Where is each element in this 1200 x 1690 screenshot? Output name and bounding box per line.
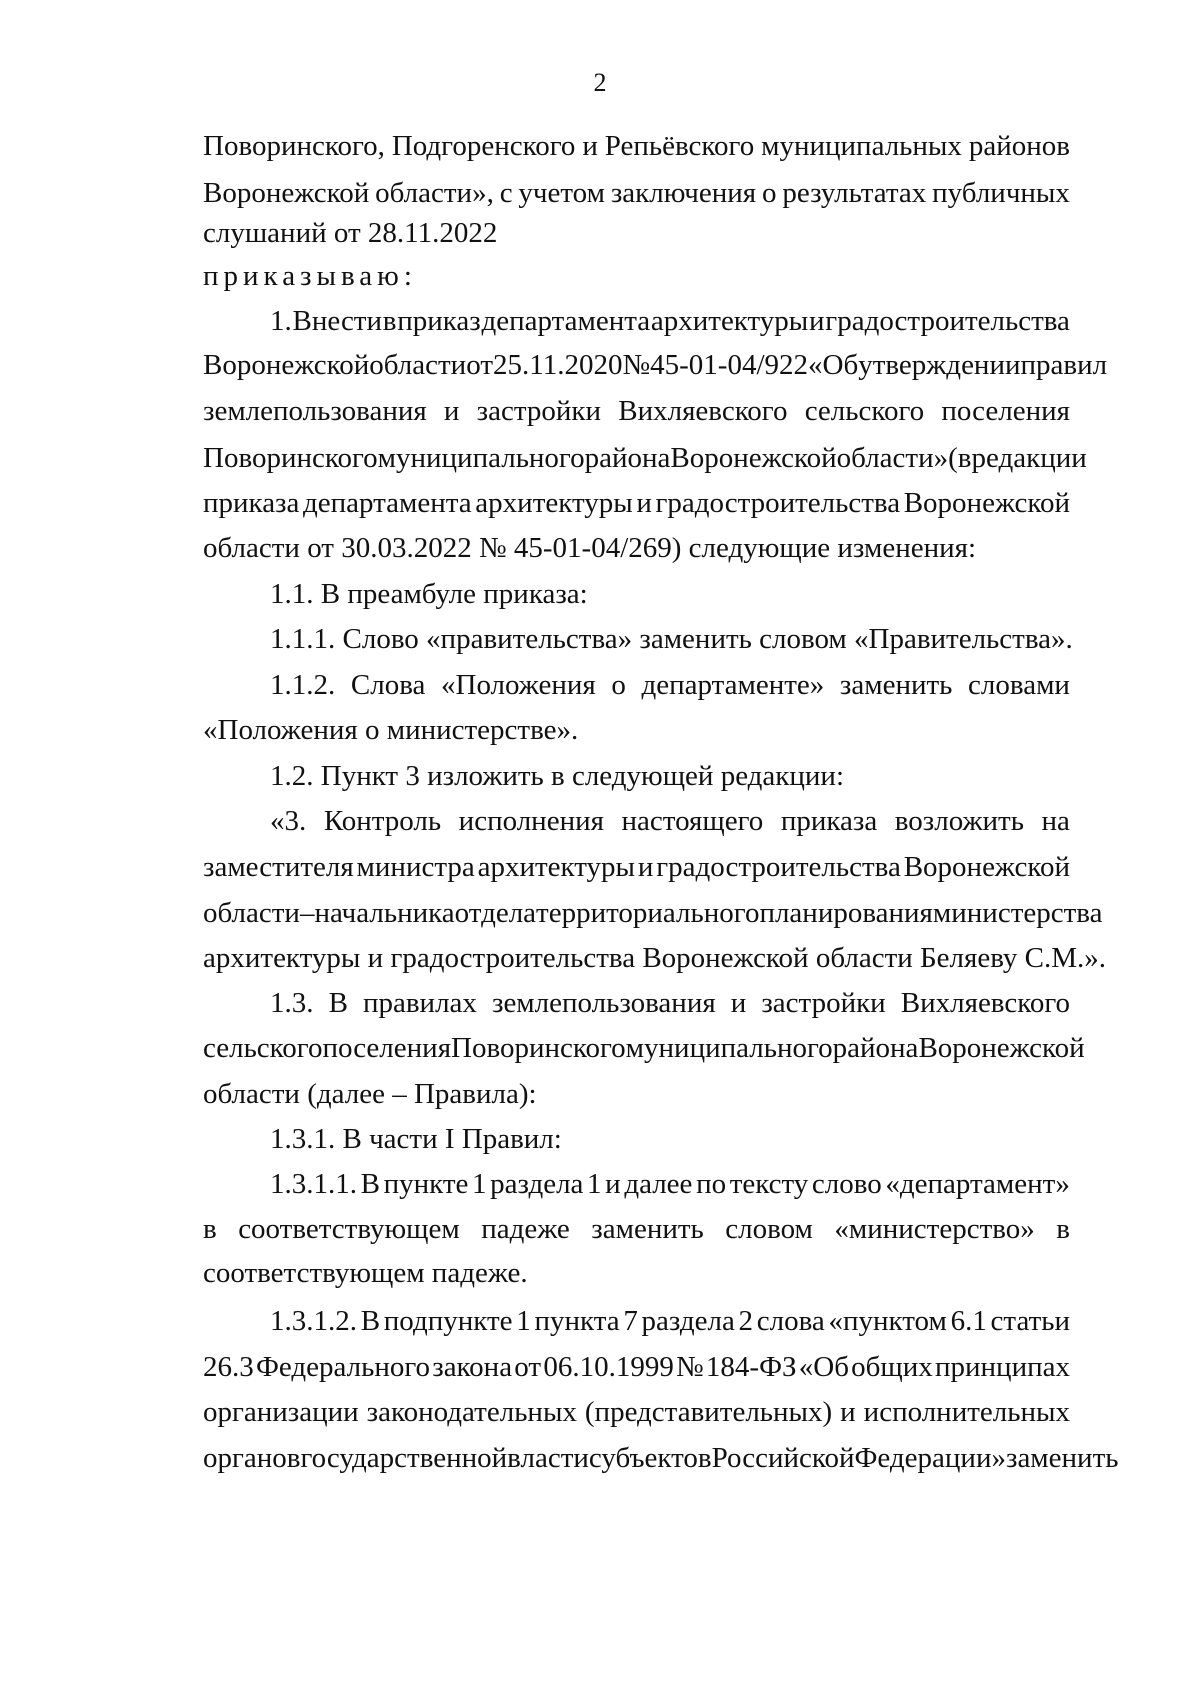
word: по <box>696 1168 727 1200</box>
text-line <box>203 849 1070 885</box>
word: Воронежской <box>918 1032 1085 1064</box>
word: заменить <box>591 1213 704 1245</box>
word: слово <box>811 1168 882 1200</box>
word: градостроительства <box>825 305 1070 337</box>
word: в <box>1056 1213 1070 1245</box>
word: Контроль <box>323 805 442 837</box>
word: – <box>299 897 315 929</box>
text-line <box>203 1394 1070 1430</box>
text-line: 1.3.1. В части I Правил: <box>270 1123 562 1155</box>
text-line: слушаний от 28.11.2022 <box>203 217 498 249</box>
word: Поворинского, <box>203 130 385 162</box>
word: 6.1 <box>950 1305 987 1337</box>
word: «Об <box>808 349 859 381</box>
word: сельского <box>804 395 925 427</box>
word: 1 <box>587 1168 602 1200</box>
word: Федерального <box>255 1351 431 1383</box>
text-line <box>203 485 1070 521</box>
word: Воронежской <box>203 349 370 381</box>
word: от <box>514 1351 542 1383</box>
word: 1.1.2. <box>270 669 336 701</box>
page-number: 2 <box>593 68 607 97</box>
word: публичных <box>932 177 1070 209</box>
word: района <box>584 442 671 474</box>
word: пункта <box>534 1305 620 1337</box>
text-line <box>203 128 1070 164</box>
text-line: 1.2. Пункт 3 изложить в следующей редакции: <box>270 760 845 792</box>
text-line: архитектуры и градостроительства Воронежской области Беляеву С.М.». <box>203 942 1107 974</box>
word: и <box>605 1168 621 1200</box>
word: и <box>730 987 747 1019</box>
word: В <box>360 1168 380 1200</box>
word: Воронежской <box>203 177 370 209</box>
word: редакции <box>971 442 1087 474</box>
word: планирования <box>759 897 933 929</box>
word: Слова <box>350 669 426 701</box>
word: «департамент» <box>885 1168 1070 1200</box>
word: территориального <box>536 897 760 929</box>
word: градостроительства <box>656 851 901 883</box>
word: архитектуры <box>650 305 809 337</box>
word: Российской <box>711 1442 855 1474</box>
word: землепользования <box>203 395 427 427</box>
word: правил <box>1020 349 1108 381</box>
text-line: 1.1. В преамбуле приказа: <box>270 578 588 610</box>
word: в <box>382 305 397 337</box>
word: 2 <box>738 1305 754 1337</box>
word: словами <box>968 669 1070 701</box>
word: области» <box>836 442 949 474</box>
text-line <box>203 440 1087 476</box>
word: Воронежской <box>903 851 1070 883</box>
word: министра <box>356 851 475 883</box>
word: 06.10.1999 <box>543 1351 674 1383</box>
text-line: «Положения о министерстве». <box>203 714 579 746</box>
text-line <box>203 895 1103 931</box>
word: и <box>840 1396 856 1428</box>
word: «3. <box>270 805 307 837</box>
word: 7 <box>623 1305 638 1337</box>
word: области <box>203 897 300 929</box>
word: 45-01-04/922 <box>650 349 808 381</box>
word: подпункте <box>383 1305 513 1337</box>
word: архитектуры <box>477 851 635 883</box>
word: утверждении <box>858 349 1021 381</box>
word: 1.3.1.1. <box>270 1168 357 1200</box>
word: отдела <box>454 897 537 929</box>
word: пункте <box>383 1168 469 1200</box>
word: от <box>466 349 494 381</box>
text-line: области (далее – Правила): <box>203 1078 537 1110</box>
word: приказа <box>780 805 878 837</box>
word: 1.3. <box>270 987 314 1019</box>
text-line <box>203 1211 1070 1247</box>
word: и <box>636 487 652 519</box>
word: и <box>582 130 598 162</box>
word: на <box>1041 805 1070 837</box>
word: 1 <box>472 1168 487 1200</box>
word: и <box>637 851 654 883</box>
word: района <box>832 1032 919 1064</box>
text-line: приказываю: <box>203 260 417 292</box>
word: Вихляевского <box>618 395 788 427</box>
word: субъектов <box>588 1442 712 1474</box>
word: Федерации» <box>854 1442 1006 1474</box>
word: Поворинского <box>203 442 378 474</box>
text-line <box>203 347 1108 383</box>
word: Подгоренского <box>391 130 576 162</box>
word: организации <box>203 1396 359 1428</box>
word: статьи <box>990 1305 1070 1337</box>
word: районов <box>968 130 1070 162</box>
word: слова <box>756 1305 825 1337</box>
word: о <box>761 177 777 209</box>
word: В <box>360 1305 381 1337</box>
word: сельского <box>203 1032 323 1064</box>
word: Репьёвского <box>604 130 755 162</box>
word: «Об <box>798 1351 849 1383</box>
word: застройки <box>476 395 602 427</box>
word: «пунктом <box>828 1305 947 1337</box>
word: и <box>443 395 460 427</box>
word: органов <box>203 1442 301 1474</box>
word: поселения <box>941 395 1070 427</box>
word: тексту <box>729 1168 809 1200</box>
word: исполнения <box>458 805 604 837</box>
word: Внести <box>292 305 383 337</box>
word: «Положения <box>441 669 596 701</box>
text-line <box>203 1349 1070 1385</box>
text-line <box>203 1030 1085 1066</box>
word: муниципального <box>625 1032 833 1064</box>
word: принципах <box>935 1351 1070 1383</box>
word: № <box>622 349 651 381</box>
word: поселения <box>322 1032 452 1064</box>
text-line <box>203 393 1070 429</box>
word: министерства <box>932 897 1103 929</box>
word: падеже <box>481 1213 570 1245</box>
word: области <box>369 349 467 381</box>
word: муниципальных <box>761 130 962 162</box>
word: заключения <box>610 177 757 209</box>
word: области», <box>375 177 494 209</box>
word: общих <box>851 1351 933 1383</box>
text-line <box>270 985 1070 1021</box>
word: департамента <box>481 305 651 337</box>
word: закона <box>432 1351 513 1383</box>
text-line <box>270 303 1070 339</box>
text-line <box>270 1166 1070 1202</box>
word: Поворинского <box>451 1032 626 1064</box>
word: результатах <box>782 177 927 209</box>
word: 25.11.2020 <box>493 349 623 381</box>
word: о <box>611 669 626 701</box>
word: 1. <box>270 305 292 337</box>
word: раздела <box>641 1305 735 1337</box>
word: словом <box>725 1213 813 1245</box>
word: градостроительства <box>655 487 901 519</box>
word: муниципального <box>377 442 585 474</box>
word: Вихляевского <box>900 987 1070 1019</box>
word: 26.3 <box>203 1351 254 1383</box>
word: исполнительных <box>863 1396 1070 1428</box>
word: (представительных) <box>584 1396 833 1428</box>
word: 184-ФЗ <box>705 1351 797 1383</box>
text-line: соответствующем падеже. <box>203 1257 528 1289</box>
word: начальника <box>314 897 455 929</box>
text-line: 1.1.1. Слово «правительства» заменить словом «Правительства». <box>270 623 1073 655</box>
word: раздела <box>490 1168 584 1200</box>
word: департаменте» <box>641 669 825 701</box>
text-line <box>203 1440 1119 1476</box>
word: землепользования <box>491 987 716 1019</box>
word: соответствующем <box>238 1213 460 1245</box>
word: № <box>676 1351 704 1383</box>
word: 1.3.1.2. <box>270 1305 357 1337</box>
word: (в <box>948 442 972 474</box>
word: законодательных <box>366 1396 577 1428</box>
word: В <box>328 987 348 1019</box>
text-line: области от 30.03.2022 № 45-01-04/269) следующие изменения: <box>203 532 977 564</box>
word: власти <box>507 1442 589 1474</box>
text-line <box>270 667 1070 703</box>
word: заместителя <box>203 851 354 883</box>
word: департамента <box>303 487 472 519</box>
word: и <box>809 305 825 337</box>
word: в <box>203 1213 217 1245</box>
text-line <box>203 175 1070 211</box>
word: архитектуры <box>475 487 633 519</box>
word: с <box>499 177 513 209</box>
word: государственной <box>300 1442 508 1474</box>
word: приказа <box>203 487 300 519</box>
word: возложить <box>894 805 1024 837</box>
word: учетом <box>518 177 605 209</box>
word: Воронежской <box>670 442 837 474</box>
text-line <box>270 803 1070 839</box>
word: застройки <box>761 987 886 1019</box>
word: правилах <box>362 987 477 1019</box>
word: заменить <box>1005 1442 1119 1474</box>
word: 1 <box>516 1305 531 1337</box>
text-line <box>270 1303 1070 1339</box>
word: «министерство» <box>834 1213 1035 1245</box>
word: Воронежской <box>903 487 1070 519</box>
word: приказ <box>397 305 481 337</box>
word: настоящего <box>621 805 764 837</box>
word: далее <box>624 1168 693 1200</box>
word: заменить <box>839 669 953 701</box>
